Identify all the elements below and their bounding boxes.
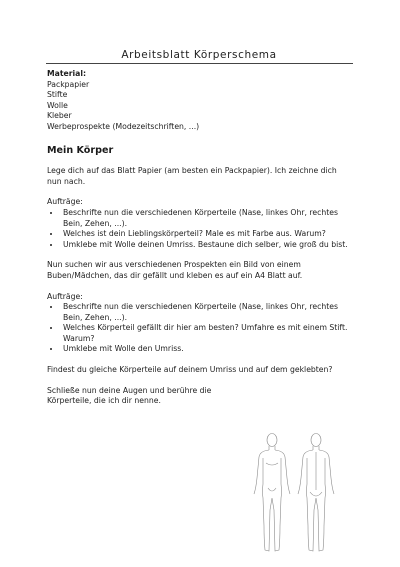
task-item: • Umklebe mit Wolle deinen Umriss. Bestaune dich selber, wie groß du bist. xyxy=(61,240,353,251)
task-item: • Beschrifte nun die verschiedenen Körperteile (Nase, linkes Ohr, rechtes Bein, Zehen, ...). xyxy=(61,302,353,323)
task-item: • Umklebe mit Wolle den Umriss. xyxy=(61,344,353,355)
material-item: Werbeprospekte (Modezeitschriften, ...) xyxy=(47,121,200,131)
closing-line-2: Körperteile, die ich dir nenne. xyxy=(47,396,161,406)
task-item: • Welches ist dein Lieblingskörperteil? Male es mit Farbe aus. Warum? xyxy=(61,229,353,240)
tasks-label: Aufträge: xyxy=(47,291,83,301)
body-outline-illustration xyxy=(250,430,340,560)
body-front-figure xyxy=(254,434,290,552)
intro-paragraph: Lege dich auf das Blatt Papier (am besten ein Packpapier). Ich zeichne dich nun nach. xyxy=(47,166,337,186)
tasks-label: Aufträge: xyxy=(47,197,83,207)
material-label: Material: xyxy=(47,69,87,78)
body-back-figure xyxy=(298,434,334,552)
task-item: • Welches Körperteil gefällt dir hier am besten? Umfahre es mit einem Stift. Warum? xyxy=(61,323,353,344)
material-item: Packpapier xyxy=(47,79,90,89)
tasks-list-1 xyxy=(47,208,353,250)
closing-line-1: Schließe nun deine Augen und berühre die xyxy=(47,385,212,395)
compare-paragraph: Findest du gleiche Körperteile auf deinem Umriss und auf dem geklebten? xyxy=(47,365,333,375)
title-rule xyxy=(46,63,353,64)
task-item: • Beschrifte nun die verschiedenen Körperteile (Nase, linkes Ohr, rechtes Bein, Zehen, ...). xyxy=(61,208,353,229)
section-heading: Mein Körper xyxy=(47,144,114,156)
material-item: Kleber xyxy=(47,111,72,121)
material-item: Wolle xyxy=(47,100,68,110)
page-title: Arbeitsblatt Körperschema xyxy=(121,49,277,61)
worksheet-content xyxy=(47,69,353,407)
tasks-list-2 xyxy=(47,302,353,355)
prospekte-paragraph: Nun suchen wir aus verschiedenen Prospekten ein Bild von einem Buben/Mädchen, das dir gefällt und kleben es auf ein A4 Blatt auf. xyxy=(47,260,303,280)
material-item: Stifte xyxy=(47,90,68,100)
